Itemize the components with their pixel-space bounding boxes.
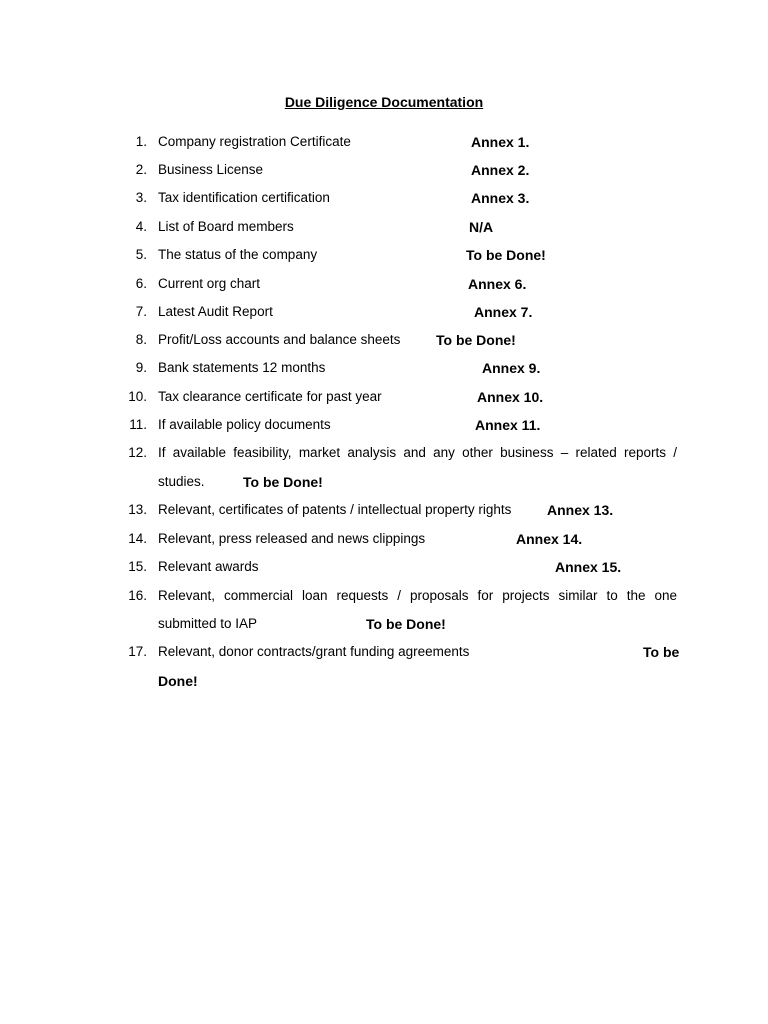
- item-number: 4.: [135, 219, 147, 234]
- item-status: To be: [643, 644, 680, 660]
- list-item: [0, 557, 768, 577]
- item-number: 9.: [135, 360, 147, 375]
- list-item: [0, 132, 768, 152]
- item-status: To be Done!: [436, 332, 516, 348]
- item-label: If available policy documents: [158, 417, 331, 432]
- item-status: Annex 13.: [547, 502, 614, 518]
- document-title: Due Diligence Documentation: [284, 94, 484, 110]
- item-number: 10.: [128, 389, 147, 404]
- item-label: Relevant awards: [158, 559, 259, 574]
- item-label: Relevant, donor contracts/grant funding agreements: [158, 644, 470, 659]
- item-label: The status of the company: [158, 247, 318, 262]
- item-label: Company registration Certificate: [158, 134, 351, 149]
- list-item: [0, 274, 768, 294]
- item-number: 3.: [135, 190, 147, 205]
- item-status: To be Done!: [243, 474, 323, 490]
- item-status: Annex 15.: [555, 559, 622, 575]
- item-number: 16.: [128, 588, 147, 603]
- item-number: 17.: [128, 644, 147, 659]
- item-status: Annex 3.: [471, 190, 530, 206]
- item-label: Profit/Loss accounts and balance sheets: [158, 332, 401, 347]
- item-label: Relevant, commercial loan requests / proposals for projects similar to the one: [158, 588, 677, 603]
- item-label: Tax identification certification: [158, 190, 330, 205]
- list-item-continuation: [0, 614, 768, 634]
- item-status: Annex 2.: [471, 162, 530, 178]
- item-status: Annex 11.: [475, 417, 541, 433]
- list-item: [0, 302, 768, 322]
- item-label: Tax clearance certificate for past year: [158, 389, 382, 404]
- item-status-continued: Done!: [158, 673, 198, 689]
- item-number: 6.: [135, 276, 147, 291]
- list-item: [0, 387, 768, 407]
- item-label: Latest Audit Report: [158, 304, 273, 319]
- item-status: To be Done!: [366, 616, 446, 632]
- list-item: [0, 330, 768, 350]
- item-label: List of Board members: [158, 219, 294, 234]
- item-status: N/A: [469, 219, 494, 235]
- item-number: 15.: [128, 559, 147, 574]
- item-label: If available feasibility, market analysis and any other business – related reports /: [158, 445, 677, 460]
- item-status: To be Done!: [466, 247, 546, 263]
- list-item: [0, 500, 768, 520]
- item-number: 8.: [135, 332, 147, 347]
- item-number: 5.: [135, 247, 147, 262]
- list-item: [0, 358, 768, 378]
- list-item: [0, 245, 768, 265]
- item-status: Annex 1.: [471, 134, 530, 150]
- item-label: Relevant, certificates of patents / intellectual property rights: [158, 502, 512, 517]
- list-item-continuation: [0, 472, 768, 492]
- list-item: [0, 443, 768, 463]
- item-label-continued: studies.: [158, 474, 205, 489]
- list-item: [0, 529, 768, 549]
- item-number: 11.: [129, 417, 147, 432]
- list-item: [0, 586, 768, 606]
- item-number: 14.: [128, 531, 147, 546]
- item-label: Relevant, press released and news clippings: [158, 531, 426, 546]
- item-status: Annex 14.: [516, 531, 583, 547]
- list-item: [0, 642, 768, 662]
- list-item-continuation: [0, 671, 768, 691]
- item-number: 2.: [135, 162, 147, 177]
- list-item: [0, 415, 768, 435]
- item-label: Business License: [158, 162, 264, 177]
- item-number: 1.: [135, 134, 147, 149]
- item-label: Current org chart: [158, 276, 261, 291]
- list-item: [0, 188, 768, 208]
- list-item: [0, 217, 768, 237]
- list-item: [0, 160, 768, 180]
- item-status: Annex 9.: [482, 360, 541, 376]
- item-number: 13.: [128, 502, 147, 517]
- item-status: Annex 10.: [477, 389, 544, 405]
- item-status: Annex 7.: [474, 304, 533, 320]
- item-label-continued: submitted to IAP: [158, 616, 258, 631]
- item-number: 7.: [135, 304, 147, 319]
- item-label: Bank statements 12 months: [158, 360, 326, 375]
- item-number: 12.: [128, 445, 147, 460]
- item-status: Annex 6.: [468, 276, 527, 292]
